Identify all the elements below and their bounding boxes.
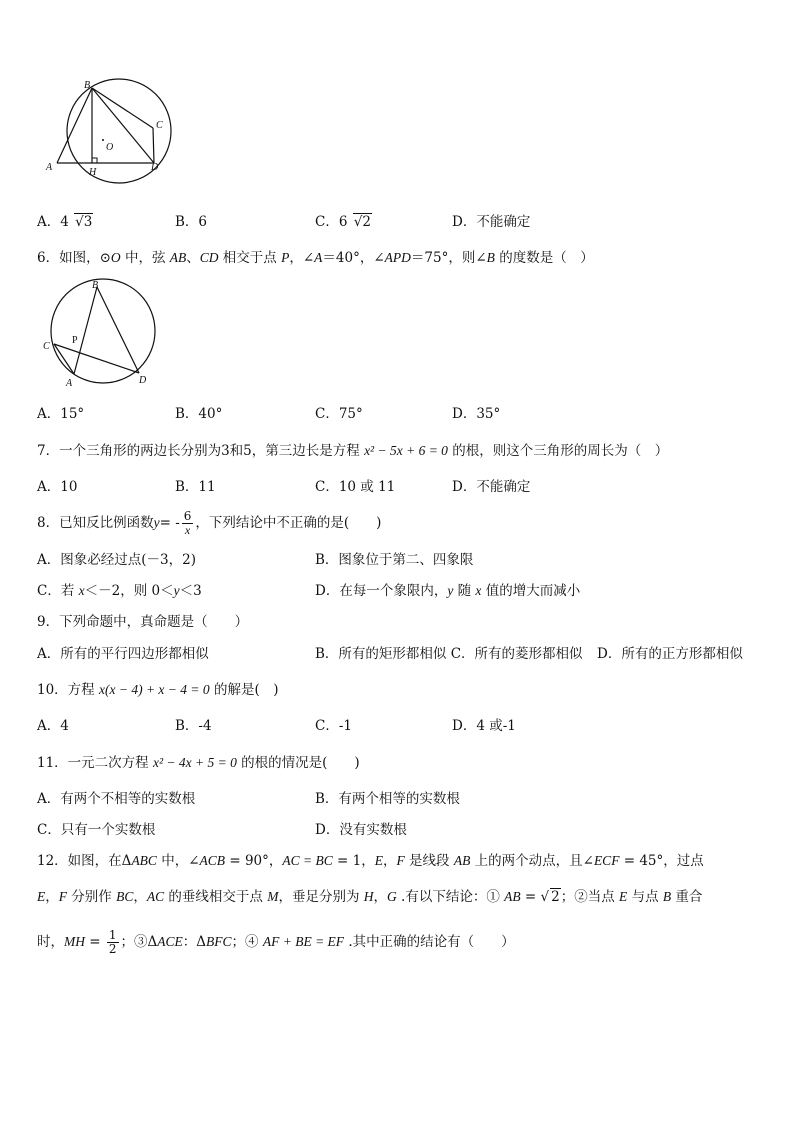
- q7-option-b: B．11: [175, 479, 216, 495]
- q10-option-c: C．-1: [315, 718, 352, 734]
- q9-option-a: A．所有的平行四边形都相似: [37, 646, 209, 662]
- q11-option-b: B．有两个相等的实数根: [315, 791, 460, 807]
- question-8: 8．已知反比例函数y= - $\frac{6}{x}$ ，下列结论中不正确的是( ): [37, 509, 382, 537]
- q8-option-c: C．若 x＜－2，则 0＜y＜3: [37, 583, 202, 599]
- label-O: O: [106, 142, 114, 153]
- question-12-line-3: 时，MH = $\frac{1}{2}$ ；③ΔACE：ΔBFC；④ AF + BE = EF .其中正确的结论有（ ）: [37, 928, 515, 956]
- q10-option-a: A．4: [37, 718, 69, 734]
- q5-option-a: A．4 √3: [37, 214, 93, 230]
- q6-option-b: B．40°: [175, 406, 223, 422]
- q6-option-c: C．75°: [315, 406, 363, 422]
- question-12-line-2: E，F 分别作 BC，AC 的垂线相交于点 M，垂足分别为 H，G .有以下结论：① AB = √ 2；②当点 E 与点 B 重合: [37, 889, 703, 905]
- q10-option-b: B．-4: [175, 718, 212, 734]
- question-11: 11．一元二次方程 x² − 4x + 5 = 0 的根的情况是( ): [37, 755, 360, 771]
- circle-figure-q6: [36, 278, 166, 393]
- q9-option-bc: B．所有的矩形都相似 C．所有的菱形都相似: [315, 646, 583, 662]
- q5-option-c: C．6 √2: [315, 214, 371, 230]
- q11-option-c: C．只有一个实数根: [37, 822, 156, 838]
- question-7: 7．一个三角形的两边长分别为3和5，第三边长是方程 x² − 5x + 6 = 0 的根，则这个三角形的周长为（ ）: [37, 443, 669, 459]
- question-10: 10．方程 x(x − 4) + x − 4 = 0 的解是( ): [37, 682, 279, 698]
- label-A: A: [46, 162, 53, 173]
- q5-option-b: B．6: [175, 214, 208, 230]
- q8-option-b: B．图象位于第二、四象限: [315, 552, 474, 568]
- label-H: H: [89, 167, 97, 178]
- label-D: D: [151, 162, 159, 173]
- label-B: B: [84, 80, 91, 91]
- circle-figure-q5: [40, 78, 180, 198]
- q10-option-d: D．4 或-1: [452, 718, 516, 734]
- q8-option-a: A．图象必经过点(－3，2): [37, 552, 196, 568]
- q7-option-c: C．10 或 11: [315, 479, 396, 495]
- label-C: C: [156, 120, 163, 131]
- label-B: B: [92, 280, 99, 291]
- q7-option-d: D．不能确定: [452, 479, 531, 495]
- q11-option-a: A．有两个不相等的实数根: [37, 791, 196, 807]
- q7-option-a: A．10: [37, 479, 78, 495]
- q11-option-d: D．没有实数根: [315, 822, 407, 838]
- question-12-line-1: 12．如图，在ΔABC 中，∠ACB = 90°，AC = BC = 1，E，F 是线段 AB 上的两个动点，且∠ECF = 45°，过点: [37, 853, 704, 869]
- question-9: 9．下列命题中，真命题是（ ）: [37, 614, 249, 630]
- q9-option-d: D．所有的正方形都相似: [597, 646, 743, 662]
- q8-option-d: D．在每一个象限内，y 随 x 值的增大而减小: [315, 583, 581, 599]
- label-A: A: [66, 378, 73, 389]
- label-C: C: [43, 341, 50, 352]
- q5-option-d: D．不能确定: [452, 214, 531, 230]
- q6-option-a: A．15°: [37, 406, 85, 422]
- question-6: 6．如图，⊙O 中，弦 AB、CD 相交于点 P，∠A＝40°，∠APD＝75°，则∠B 的度数是（ ）: [37, 250, 594, 266]
- q6-option-d: D．35°: [452, 406, 501, 422]
- label-P: P: [72, 335, 78, 346]
- label-D: D: [139, 375, 147, 386]
